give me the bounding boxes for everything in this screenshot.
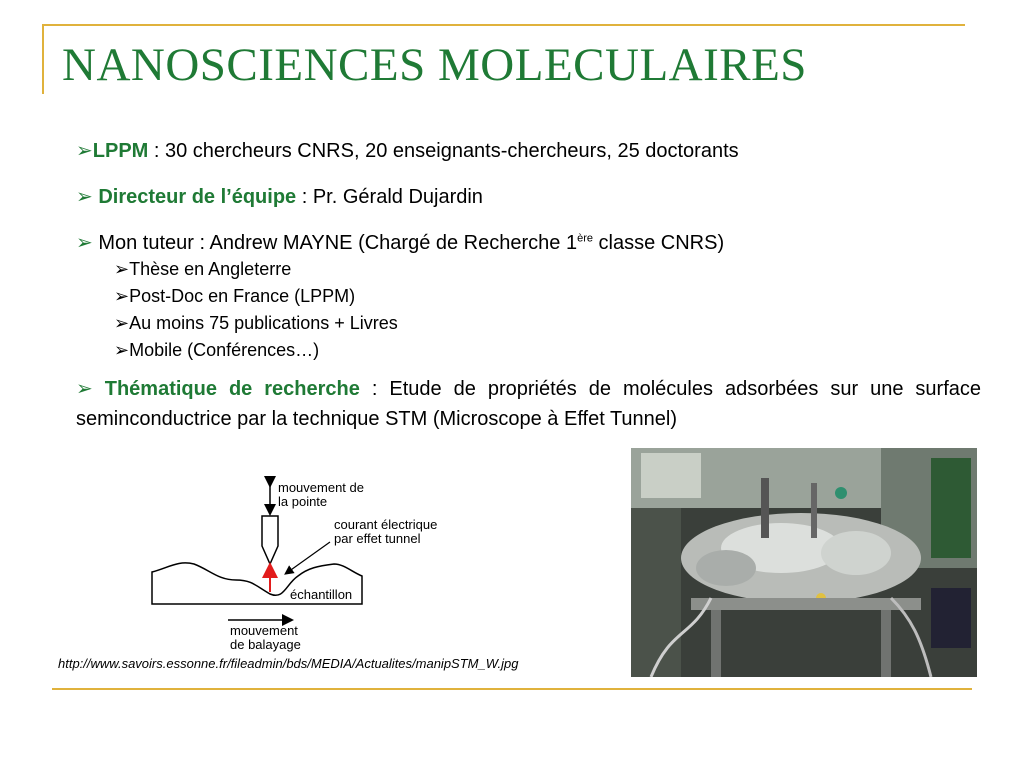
- frame-bottom-rule: [52, 688, 972, 690]
- frame-left-rule: [42, 24, 44, 94]
- thematique-text: : Etude de propriétés de molécules adsorbées sur une surface seminconductrice par la technique STM (Microscope à Effet Tunnel): [76, 378, 982, 430]
- bullet-lppm: [76, 138, 739, 163]
- directeur-label: Directeur de l’équipe: [98, 186, 297, 208]
- stm-lab-photo: [631, 448, 977, 677]
- stm-tip: [262, 516, 278, 564]
- label-tip-1: mouvement de: [278, 480, 364, 495]
- lppm-text: : 30 chercheurs CNRS, 20 enseignants-chercheurs, 25 doctorants: [148, 140, 739, 162]
- thematique-label: Thématique de recherche: [104, 378, 360, 400]
- bullet-directeur: [76, 184, 483, 209]
- sub-arrow-icon: ➢: [114, 259, 130, 279]
- label-current-1: courant électrique: [334, 517, 438, 532]
- label-scan-2: de balayage: [230, 637, 301, 652]
- tuteur-sup: ère: [577, 232, 593, 245]
- label-tip-2: la pointe: [278, 494, 328, 509]
- label-current-2: par effet tunnel: [334, 531, 421, 546]
- sub-item: ➢Mobile (Conférences…): [114, 340, 320, 360]
- sub-arrow-icon: ➢: [114, 286, 130, 306]
- sub-item: ➢Thèse en Angleterre: [114, 259, 292, 279]
- arrow-bullet-icon: ➢: [76, 140, 93, 162]
- arrow-bullet-icon: ➢: [76, 232, 93, 254]
- bullet-thematique: [76, 374, 981, 434]
- tuteur-tail: classe CNRS): [592, 232, 725, 254]
- directeur-text: : Pr. Gérald Dujardin: [296, 186, 483, 208]
- sub-item: ➢Post-Doc en France (LPPM): [114, 286, 356, 306]
- arrow-bullet-icon: ➢: [76, 378, 93, 400]
- sub-arrow-icon: ➢: [114, 313, 130, 333]
- arrow-bullet-icon: ➢: [76, 186, 93, 208]
- slide-title: NANOSCIENCES MOLECULAIRES: [62, 39, 807, 91]
- stm-diagram: [148, 472, 448, 662]
- bullet-tuteur: [76, 230, 724, 255]
- sub-arrow-icon: ➢: [114, 340, 130, 360]
- tuteur-text: Mon tuteur : Andrew MAYNE (Chargé de Recherche 1: [98, 232, 578, 254]
- sub-item: ➢Au moins 75 publications + Livres: [114, 313, 398, 333]
- label-sample: échantillon: [290, 587, 353, 602]
- image-source-url: http://www.savoirs.essonne.fr/fileadmin/bds/MEDIA/Actualites/manipSTM_W.jpg: [58, 656, 519, 671]
- frame-top-rule: [43, 24, 965, 26]
- label-scan-1: mouvement: [230, 623, 298, 638]
- lppm-label: LPPM: [92, 140, 149, 162]
